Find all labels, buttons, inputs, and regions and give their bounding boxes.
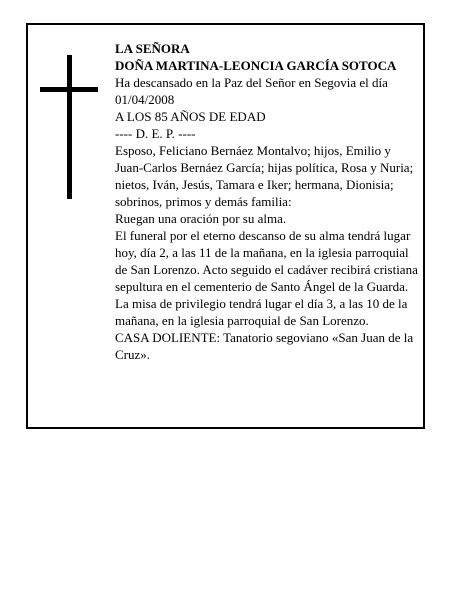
deceased-name: DOÑA MARTINA-LEONCIA GARCÍA SOTOCA	[115, 58, 397, 73]
rip-line: ---- D. E. P. ----	[115, 126, 196, 141]
family-list: Esposo, Feliciano Bernáez Montalvo; hijos, Emilio y Juan-Carlos Bernáez García; hijas política, Rosa y Nuria; nietos, Iván, Jesús, Tamara e Iker; hermana, Dionisia; sobrinos, primos y demás familia:	[115, 143, 414, 209]
age-line: A LOS 85 AÑOS DE EDAD	[115, 109, 266, 124]
cross-icon	[40, 55, 98, 199]
mourning-house: CASA DOLIENTE: Tanatorio segoviano «San Juan de la Cruz».	[115, 330, 414, 362]
prayer-request: Ruegan una oración por su alma.	[115, 211, 287, 226]
obituary-notice	[26, 23, 425, 429]
cross-vertical-bar	[67, 55, 72, 199]
notice-title: LA SEÑORA	[115, 41, 190, 56]
cross-horizontal-bar	[40, 87, 98, 92]
death-announcement: Ha descansado en la Paz del Señor en Segovia el día 01/04/2008	[115, 75, 388, 107]
funeral-details: El funeral por el eterno descanso de su alma tendrá lugar hoy, día 2, a las 11 de la mañana, en la iglesia parroquial de San Lorenzo. Acto seguido el cadáver recibirá cristiana sepultura en el cementerio de Santo Ángel de la Guarda. La misa de privilegio tendrá lugar el día 3, a las 10 de la mañana, en la iglesia parroquial de San Lorenzo.	[115, 228, 418, 328]
notice-text	[115, 40, 419, 363]
